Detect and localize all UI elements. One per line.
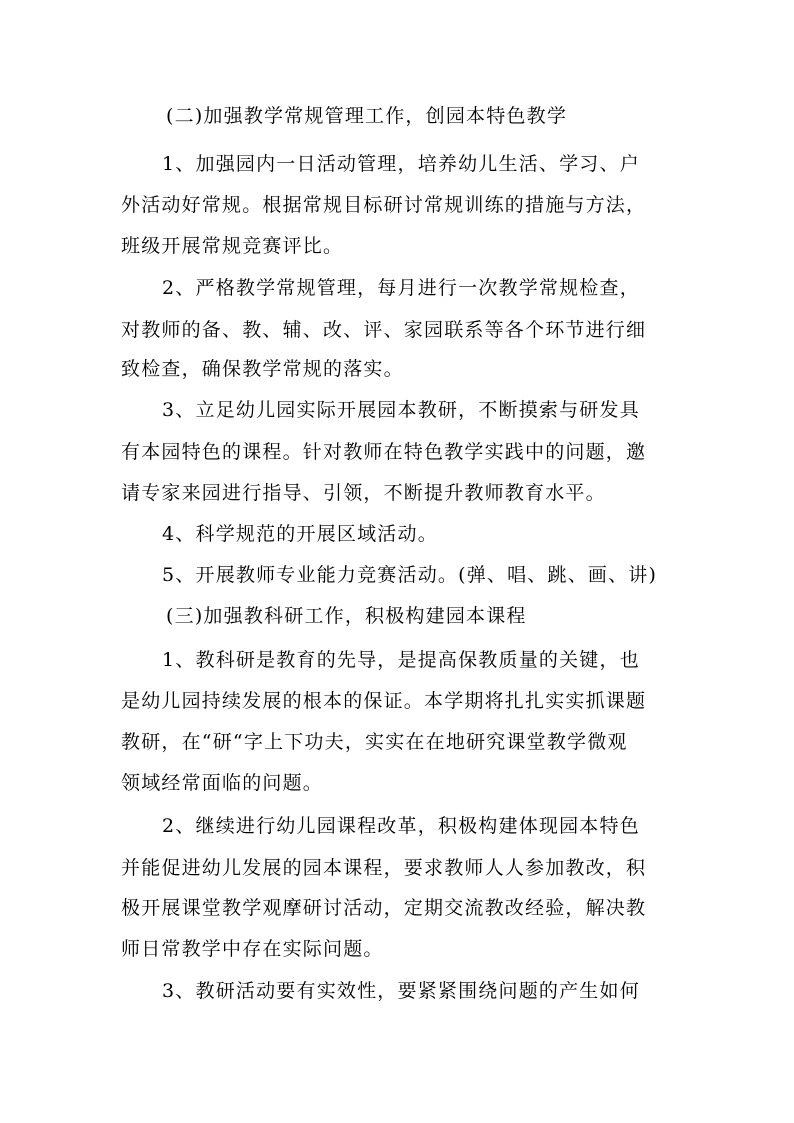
- section-heading-2: (二)加强教学常规管理工作，创园本特色教学: [166, 105, 568, 127]
- paragraph-7-line-4: 师日常教学中存在实际问题。: [121, 938, 384, 960]
- paragraph-6-line-2: 是幼儿园持续发展的根本的保证。本学期将扎扎实实抓课题: [121, 690, 647, 712]
- paragraph-6-line-3: 教研，在“研“字上下功夫，实实在在地研究课堂教学微观: [121, 731, 628, 753]
- paragraph-2-line-3: 致检查，确保教学常规的落实。: [121, 358, 404, 380]
- paragraph-1-line-3: 班级开展常规竞赛评比。: [121, 235, 344, 257]
- paragraph-1-line-1: 1、加强园内一日活动管理，培养幼儿生活、学习、户: [162, 153, 640, 175]
- paragraph-2-line-2: 对教师的备、教、辅、改、评、家园联系等各个环节进行细: [121, 319, 647, 341]
- paragraph-7-line-1: 2、继续进行幼儿园课程改革，积极构建体现园本特色: [162, 815, 640, 837]
- paragraph-3-line-2: 有本园特色的课程。针对教师在特色教学实践中的问题，邀: [121, 441, 647, 463]
- paragraph-7-line-3: 极开展课堂教学观摩研讨活动，定期交流教改经验，解决教: [121, 897, 647, 919]
- paragraph-3-line-1: 3、立足幼儿园实际开展园本教研，不断摸索与研发具: [162, 399, 640, 421]
- paragraph-7-line-2: 并能促进幼儿发展的园本课程，要求教师人人参加教改，积: [121, 857, 647, 879]
- paragraph-6-line-4: 领域经常面临的问题。: [121, 772, 324, 794]
- paragraph-1-line-2: 外活动好常规。根据常规目标研讨常规训练的措施与方法，: [121, 194, 647, 216]
- section-heading-3: (三)加强教科研工作，积极构建园本课程: [166, 605, 527, 627]
- paragraph-3-line-3: 请专家来园进行指导、引领，不断提升教师教育水平。: [121, 482, 606, 504]
- paragraph-2-line-1: 2、严格教学常规管理，每月进行一次教学常规检查，: [162, 277, 640, 299]
- paragraph-6-line-1: 1、教科研是教育的先导，是提高保教质量的关键，也: [162, 649, 640, 671]
- paragraph-5: 5、开展教师专业能力竞赛活动。(弹、唱、跳、画、讲): [162, 564, 658, 586]
- paragraph-4: 4、科学规范的开展区域活动。: [162, 523, 438, 545]
- paragraph-8-line-1: 3、教研活动要有实效性，要紧紧围绕问题的产生如何: [162, 980, 640, 1002]
